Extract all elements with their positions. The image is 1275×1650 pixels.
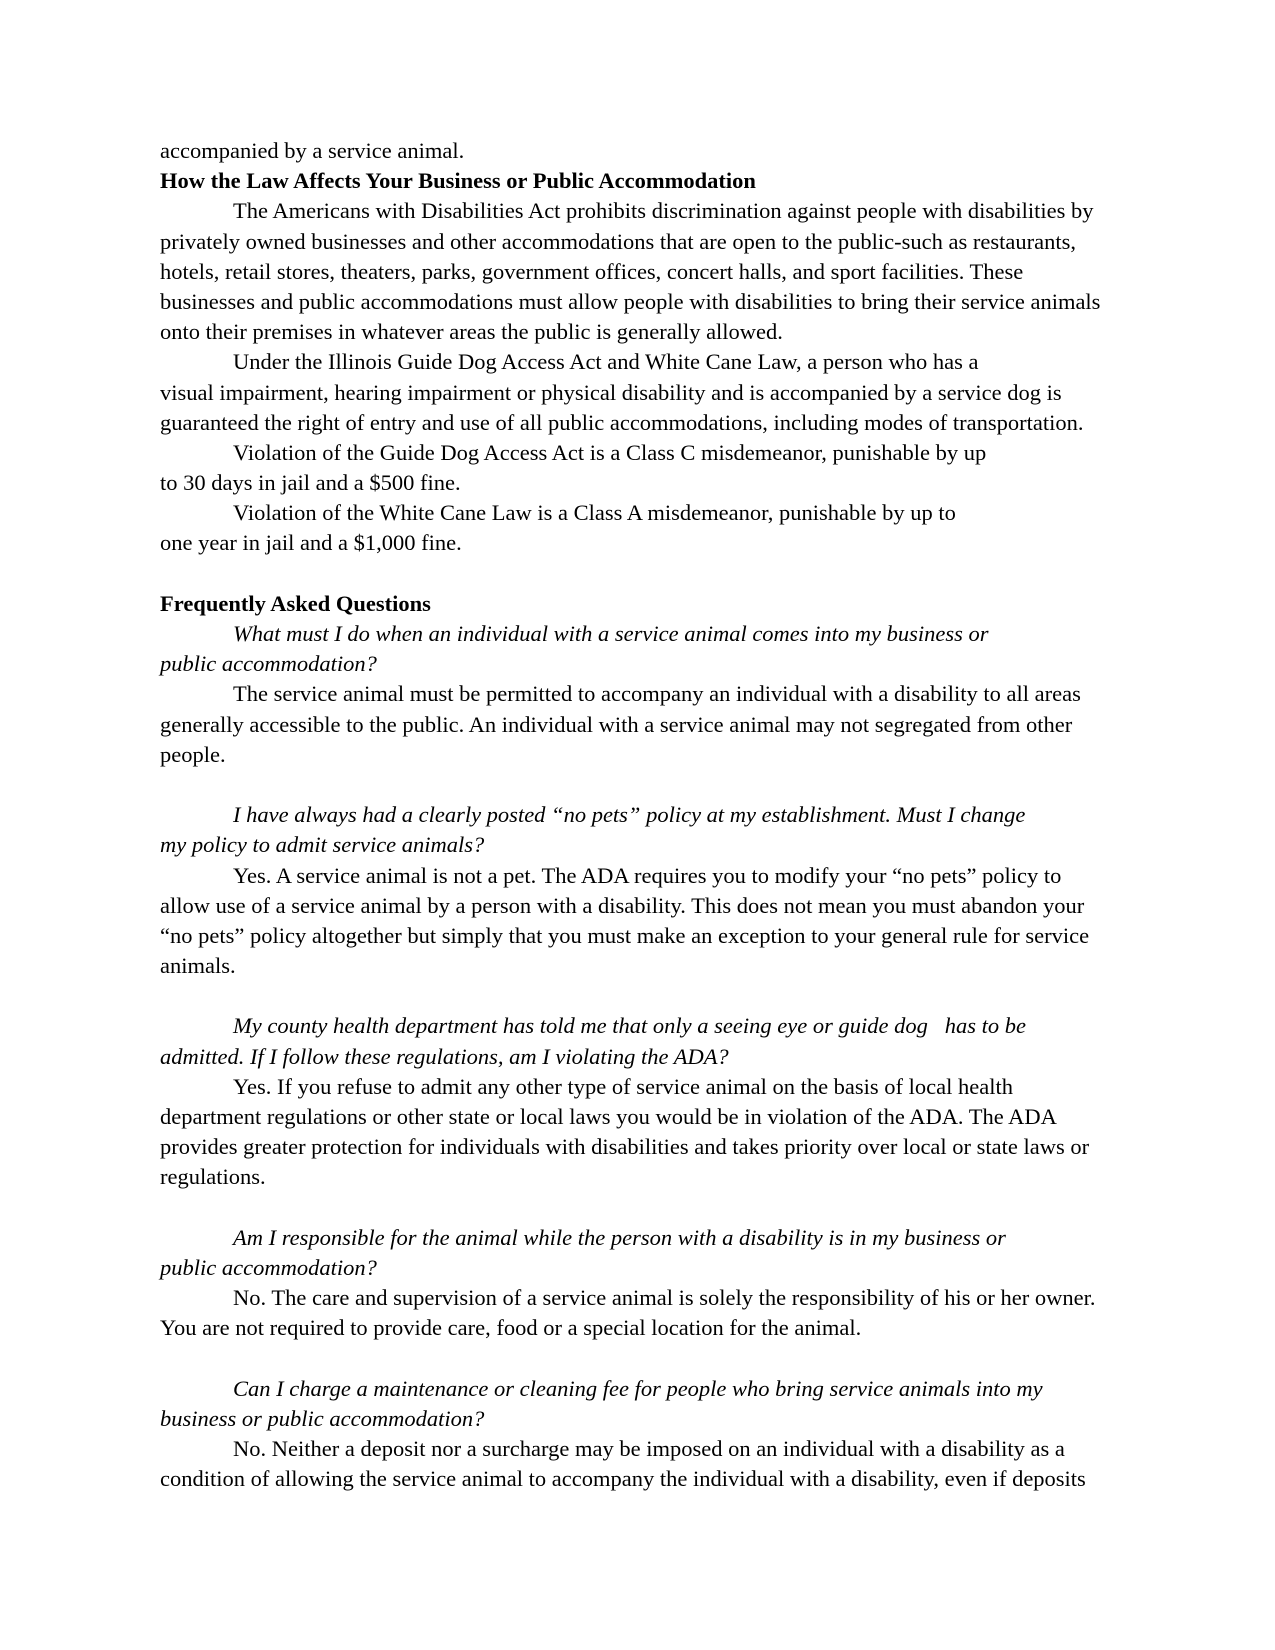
faq-item (160, 1374, 1120, 1495)
text-line: onto their premises in whatever areas the public is generally allowed. (160, 319, 783, 345)
faq-question-line: Can I charge a maintenance or cleaning fee for people who bring service animals into my (233, 1375, 1043, 1401)
faq-question-line: my policy to admit service animals? (160, 832, 485, 858)
faq-answer-line: No. The care and supervision of a service animal is solely the responsibility of his or her owner. (233, 1285, 1096, 1311)
faq-answer-line: No. Neither a deposit nor a surcharge may be imposed on an individual with a disability as a (233, 1436, 1065, 1462)
spacer (160, 770, 1120, 800)
faq-answer-line: allow use of a service animal by a person with a disability. This does not mean you must abandon your (160, 892, 1085, 918)
faq-answer-line: Yes. If you refuse to admit any other type of service animal on the basis of local health (233, 1073, 1013, 1099)
spacer (160, 1344, 1120, 1374)
faq-answer-line: Yes. A service animal is not a pet. The ADA requires you to modify your “no pets” policy to (233, 862, 1062, 888)
text-line: Violation of the Guide Dog Access Act is a Class C misdemeanor, punishable by up (233, 439, 987, 465)
text-line: guaranteed the right of entry and use of all public accommodations, including modes of transportation. (160, 409, 1084, 435)
paragraph-illinois-law (160, 347, 1120, 438)
spacer (160, 1193, 1120, 1223)
spacer (160, 559, 1120, 589)
faq-answer-line: condition of allowing the service animal to accompany the individual with a disability, even if deposits (160, 1466, 1086, 1492)
section-heading-faq: Frequently Asked Questions (160, 590, 431, 616)
faq-answer-line: animals. (160, 953, 236, 979)
text-line: one year in jail and a $1,000 fine. (160, 530, 462, 556)
faq-question-line: I have always had a clearly posted “no pets” policy at my establishment. Must I change (233, 802, 1026, 828)
paragraph-white-cane-violation (160, 498, 1120, 558)
faq-item (160, 1223, 1120, 1344)
text-line: privately owned businesses and other accommodations that are open to the public-such as restaurants, (160, 228, 1076, 254)
faq-question-line: My county health department has told me that only a seeing eye or guide dog has to be (233, 1013, 1026, 1039)
text-line: Violation of the White Cane Law is a Class A misdemeanor, punishable by up to (233, 500, 956, 526)
faq-answer-line: department regulations or other state or local laws you would be in violation of the ADA. The ADA (160, 1104, 1057, 1129)
faq-answer-line: regulations. (160, 1164, 266, 1190)
faq-item (160, 800, 1120, 981)
faq-item (160, 619, 1120, 770)
text-line: hotels, retail stores, theaters, parks, government offices, concert halls, and sport facilities. These (160, 258, 1024, 284)
paragraph-ada-overview (160, 196, 1120, 347)
faq-question-line: What must I do when an individual with a service animal comes into my business or (233, 621, 989, 646)
document-page (160, 136, 1120, 1494)
section-heading-business: How the Law Affects Your Business or Public Accommodation (160, 168, 756, 194)
faq-answer-line: people. (160, 741, 226, 767)
text-line: The Americans with Disabilities Act prohibits discrimination against people with disabilities by (233, 198, 1094, 224)
text-line: businesses and public accommodations must allow people with disabilities to bring their service animals (160, 288, 1101, 314)
faq-question-line: public accommodation? (160, 1254, 377, 1280)
faq-answer-line: “no pets” policy altogether but simply that you must make an exception to your general rule for service (160, 922, 1090, 948)
faq-answer-line: provides greater protection for individuals with disabilities and takes priority over local or state laws or (160, 1134, 1090, 1160)
text-line: Under the Illinois Guide Dog Access Act and White Cane Law, a person who has a (233, 349, 979, 375)
faq-answer-line: You are not required to provide care, food or a special location for the animal. (160, 1315, 862, 1341)
faq-question-line: public accommodation? (160, 651, 377, 677)
faq-question-line: admitted. If I follow these regulations, am I violating the ADA? (160, 1043, 729, 1069)
faq-question-line: Am I responsible for the animal while the person with a disability is in my business or (233, 1224, 1006, 1250)
paragraph-guide-dog-violation (160, 438, 1120, 498)
opening-line: accompanied by a service animal. (160, 138, 465, 163)
spacer (160, 981, 1120, 1011)
text-line: to 30 days in jail and a $500 fine. (160, 470, 461, 496)
faq-answer-line: generally accessible to the public. An individual with a service animal may not segregated from other (160, 711, 1073, 737)
faq-question-line: business or public accommodation? (160, 1405, 485, 1431)
faq-answer-line: The service animal must be permitted to accompany an individual with a disability to all areas (233, 681, 1081, 707)
text-line: visual impairment, hearing impairment or physical disability and is accompanied by a service dog is (160, 379, 1062, 405)
faq-item (160, 1011, 1120, 1192)
